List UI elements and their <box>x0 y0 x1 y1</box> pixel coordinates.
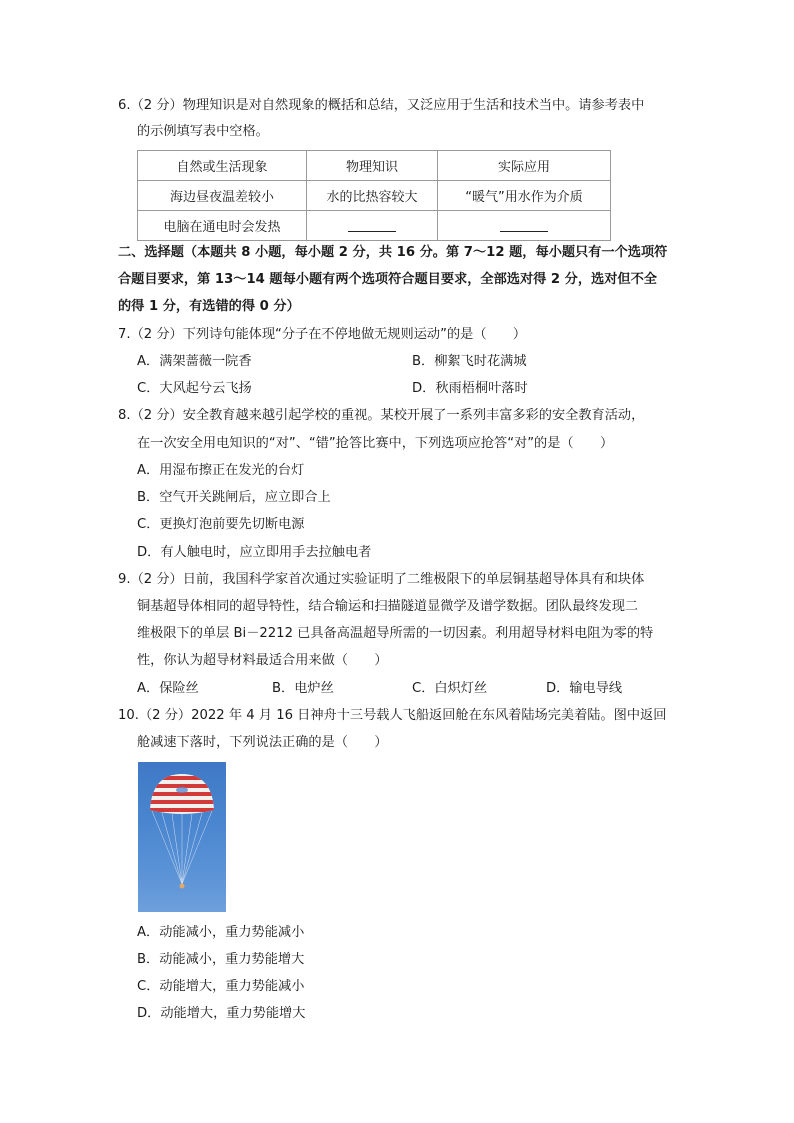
q9-option-b[interactable]: B．电炉丝 <box>272 681 334 696</box>
q8-option-a[interactable]: A．用湿布擦正在发光的台灯 <box>137 463 305 478</box>
q8-stem-line1: 8.（2 分）安全教育越来越引起学校的重视。某校开展了一系列丰富多彩的安全教育活动， <box>118 408 645 423</box>
answer-blank-physics[interactable] <box>307 211 438 241</box>
table-header-row <box>138 151 611 181</box>
table-row <box>138 181 611 211</box>
q7-option-d[interactable]: D．秋雨梧桐叶落时 <box>412 381 528 396</box>
table-header-cell: 自然或生活现象 <box>138 151 307 181</box>
q6-stem-line1: 6.（2 分）物理知识是对自然现象的概括和总结，又泛应用于生活和技术当中。请参考表中 <box>118 98 645 113</box>
q6-stem-line2: 的示例填写表中空格。 <box>137 124 269 139</box>
q8-option-c[interactable]: C．更换灯泡前要先切断电源 <box>137 517 305 532</box>
answer-blank-application[interactable] <box>438 211 611 241</box>
parachute-icon <box>138 762 226 912</box>
q8-option-d[interactable]: D．有人触电时，应立即用手去拉触电者 <box>137 545 372 560</box>
q8-option-b[interactable]: B．空气开关跳闸后，应立即合上 <box>137 490 331 505</box>
section2-line1: 二、选择题（本题共 8 小题，每小题 2 分，共 16 分。第 7～12 题，每小题只有一个选项符 <box>118 245 668 260</box>
table-header-cell: 实际应用 <box>438 151 611 181</box>
q9-option-c[interactable]: C．白炽灯丝 <box>412 681 488 696</box>
q9-stem-line3: 维极限下的单层 Bi－2212 已具备高温超导所需的一切因素。利用超导材料电阻为零的特 <box>137 626 654 641</box>
table-cell: 水的比热容较大 <box>307 181 438 211</box>
q9-option-d[interactable]: D．输电导线 <box>546 681 623 696</box>
q7-option-c[interactable]: C．大风起兮云飞扬 <box>137 381 252 396</box>
q10-stem-line1: 10.（2 分）2022 年 4 月 16 日神舟十三号载人飞船返回舱在东风着陆场完美着陆。图中返回 <box>118 708 667 723</box>
q10-option-c[interactable]: C．动能增大，重力势能减小 <box>137 979 305 994</box>
parachute-capsule-photo <box>138 762 226 912</box>
table-header-cell: 物理知识 <box>307 151 438 181</box>
q9-stem-line4: 性，你认为超导材料最适合用来做（ ） <box>137 653 388 668</box>
q10-option-b[interactable]: B．动能减小，重力势能增大 <box>137 952 305 967</box>
q10-option-d[interactable]: D．动能增大，重力势能增大 <box>137 1006 306 1021</box>
table-row <box>138 211 611 241</box>
q10-stem-line2: 舱减速下落时，下列说法正确的是（ ） <box>137 735 388 750</box>
q7-option-a[interactable]: A．满架蔷薇一院香 <box>137 354 252 369</box>
q8-stem-line2: 在一次安全用电知识的“对”、“错”抢答比赛中，下列选项应抢答“对”的是（ ） <box>137 436 614 451</box>
section2-line3: 的得 1 分，有选错的得 0 分） <box>118 299 300 314</box>
q6-table <box>137 150 611 241</box>
q7-stem: 7.（2 分）下列诗句能体现“分子在不停地做无规则运动”的是（ ） <box>118 327 527 342</box>
table-cell: 海边昼夜温差较小 <box>138 181 307 211</box>
section2-line2: 合题目要求，第 13～14 题每小题有两个选项符合题目要求，全部选对得 2 分，选对但不全 <box>118 272 657 287</box>
table-cell: “暖气”用水作为介质 <box>438 181 611 211</box>
q7-option-b[interactable]: B．柳絮飞时花满城 <box>412 354 527 369</box>
q9-option-a[interactable]: A．保险丝 <box>137 681 199 696</box>
q9-stem-line2: 铜基超导体相同的超导特性，结合输运和扫描隧道显微学及谱学数据。团队最终发现二 <box>137 599 639 614</box>
table-cell: 电脑在通电时会发热 <box>138 211 307 241</box>
q9-stem-line1: 9.（2 分）日前，我国科学家首次通过实验证明了二维极限下的单层铜基超导体具有和块体 <box>118 572 645 587</box>
q10-option-a[interactable]: A．动能减小，重力势能减小 <box>137 925 305 940</box>
